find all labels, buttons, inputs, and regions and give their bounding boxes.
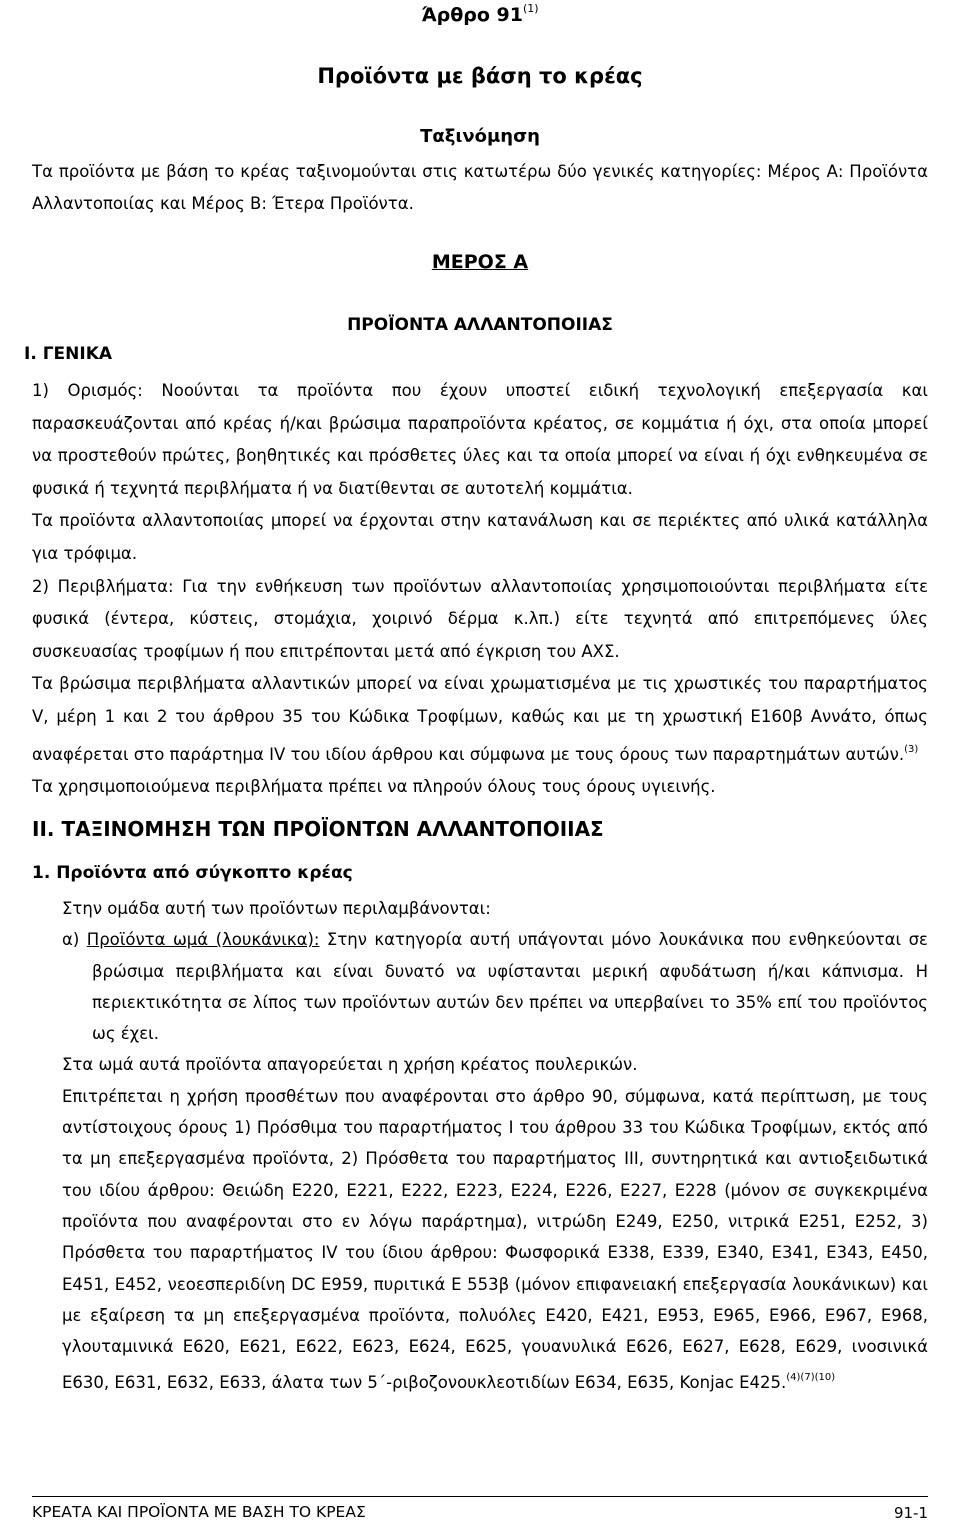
article-title-note: (1) (522, 2, 539, 15)
minced-meat-heading: 1. Προϊόντα από σύγκοπτο κρέας (32, 863, 353, 883)
additives-paragraph (32, 1081, 928, 1399)
consumption-paragraph: Τα προϊόντα αλλαντοποιίας μπορεί να έρχονται στην κατανάλωση και σε περιέκτες από υλικά κατάλληλα για τρόφιμα. (32, 511, 928, 563)
additives-note: (4)(7)(10) (786, 1372, 836, 1384)
part-a-heading: ΜΕΡΟΣ Α (431, 251, 529, 273)
item-a-title: Προϊόντα ωμά (λουκάνικα): (86, 930, 320, 950)
page-number: 91-1 (893, 1504, 928, 1522)
group-intro: Στην ομάδα αυτή των προϊόντων περιλαμβάνονται: (62, 899, 491, 918)
item-a-text: Στην κατηγορία αυτή υπάγονται μόνο λουκάνικα που ενθηκεύονται σε βρώσιμα περιβλήματα και είναι δυνατό να υφίστανται μερική αφυδάτωση ή/και κάπνισμα. Η περιεκτικότητα σε λίπος των προϊόντων αυτών δεν πρέπει να υπερβαίνει το 35% επί του προϊόντος ως έχει. (92, 930, 928, 1044)
classification-section-body (32, 893, 928, 1399)
classification-section-heading: ΙΙ. ΤΑΞΙΝΟΜΗΣΗ ΤΩΝ ΠΡΟΪΟΝΤΩΝ ΑΛΛΑΝΤΟΠΟΙΙΑΣ (32, 817, 604, 841)
footer-title: ΚΡΕΑΤΑ ΚΑΙ ΠΡΟΪΟΝΤΑ ΜΕ ΒΑΣΗ ΤΟ ΚΡΕΑΣ (32, 1503, 366, 1521)
intro-paragraph: Τα προϊόντα με βάση το κρέας ταξινομούνται στις κατωτέρω δύο γενικές κατηγορίες: Μέρος Α: Προϊόντα Αλλαντοποιίας και Μέρος Β: Έτερα Προϊόντα. (32, 162, 928, 213)
footer-divider (32, 1496, 928, 1497)
casings-paragraph: 2) Περιβλήματα: Για την ενθήκευση των προϊόντων αλλαντοποιίας χρησιμοποιούνται περιβλήματα είτε φυσικά (έντερα, κύστεις, στομάχια, χοιρινό δέρμα κ.λπ.) είτε τεχνητά από επιτρεπόμενες ύλες συσκευασίας τροφίμων ή που επιτρέπονται μετά από έγκριση του ΑΧΣ. (32, 576, 928, 661)
additives-text: Επιτρέπεται η χρήση προσθέτων που αναφέρονται στο άρθρο 90, σύμφωνα, κατά περίπτωση, με τους αντίστοιχους όρους 1) Πρόσθιμα του παραρτήματος Ι του άρθρου 33 του Κώδικα Τροφίμων, εκτός από τα μη επεξεργασμένα προϊόντα, 2) Πρόσθετα του παραρτήματος ΙΙΙ, συντηρητικά και αντιοξειδωτικά του ιδίου άρθρου: Θειώδη Ε220, Ε221, Ε222, Ε223, Ε224, Ε226, Ε227, Ε228 (μόνον σε συγκεκριμένα προϊόντα που αναφέρονται στο εν λόγω παράρτημα), νιτρώδη Ε249, Ε250, νιτρικά Ε251, Ε252, 3) Πρόσθετα του παραρτήματος IV του ίδιου άρθρου: Φωσφορικά Ε338, Ε339, Ε340, Ε341, Ε343, Ε450, Ε451, Ε452, νεοεσπεριδίνη DC Ε959, πυριτικά Ε 553β (μόνον επιφανειακή επεξεργασία λουκάνικων) και με εξαίρεση τα μη επεξεργασμένα προϊόντα, πολυόλες Ε420, Ε421, Ε953, Ε965, Ε966, Ε967, Ε968, γλουταμινικά Ε620, Ε621, Ε622, Ε623, Ε624, Ε625, γουανυλικά Ε626, Ε627, Ε628, Ε629, ινοσινικά Ε630, Ε631, Ε632, Ε633, άλατα των 5΄-ριβοζονουκλεοτιδίων Ε634, Ε635, Konjac E425. (62, 1086, 928, 1393)
item-a-paragraph (32, 924, 928, 1049)
part-a-subheading: ΠΡΟΪΟΝΤΑ ΑΛΛΑΝΤΟΠΟΙΙΑΣ (347, 315, 613, 335)
general-section-body (32, 375, 928, 804)
hygiene-paragraph: Τα χρησιμοποιούμενα περιβλήματα πρέπει να πληρούν όλους τους όρους υγιεινής. (32, 777, 716, 797)
item-a-label: α) (62, 930, 80, 950)
poultry-ban-paragraph: Στα ωμά αυτά προϊόντα απαγορεύεται η χρήση κρέατος πουλερικών. (62, 1055, 638, 1075)
article-title (32, 2, 928, 26)
edible-casings-note: (3) (904, 743, 919, 755)
edible-casings-paragraph (32, 668, 928, 771)
general-section-heading: Ι. ΓΕΝΙΚΑ (24, 344, 113, 364)
main-title: Προϊόντα με βάση το κρέας (317, 64, 643, 88)
definition-paragraph: 1) Ορισμός: Νοούνται τα προϊόντα που έχουν υποστεί ειδική τεχνολογική επεξεργασία και παρασκευάζονται από κρέας ή/και βρώσιμα παραπροϊόντα κρέατος, σε κομμάτια ή όχι, στα οποία μπορεί να προστεθούν πρώτες, βοηθητικές και πρόσθετες ύλες και τα οποία μπορεί να είναι ή όχι ενθηκευμένα σε φυσικά ή τεχνητά περιβλήματα ή να διατίθενται σε αυτοτελή κομμάτια. (32, 381, 928, 498)
article-title-text: Άρθρο 91 (421, 4, 523, 26)
edible-casings-text: Τα βρώσιμα περιβλήματα αλλαντικών μπορεί να είναι χρωματισμένα με τις χρωστικές του παραρτήματος V, μέρη 1 και 2 του άρθρου 35 του Κώδικα Τροφίμων, καθώς και με τη χρωστική Ε160β Αννάτο, όπως αναφέρεται στο παράρτημα ΙV του ιδίου άρθρου και σύμφωνα με τους όρους των παραρτημάτων αυτών. (32, 674, 928, 764)
classification-heading: Ταξινόμηση (420, 126, 540, 147)
